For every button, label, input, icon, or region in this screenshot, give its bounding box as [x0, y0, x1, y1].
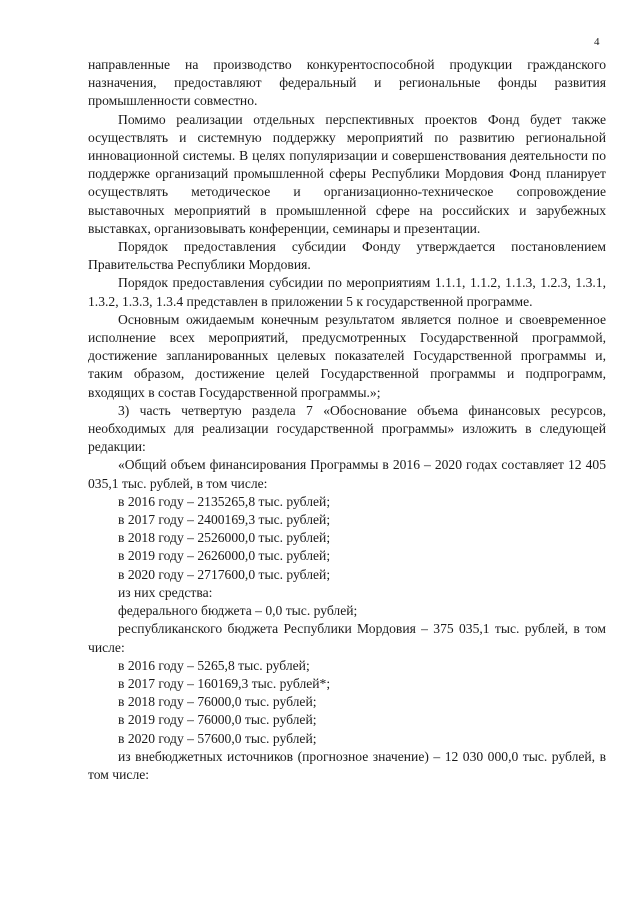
paragraph-expected-result: Основным ожидаемым конечным результатом является полное и своевременное исполнение всех мероприятий, предусмотренных Государственной программой, достижение запланированных целевых показателей Государственной программы и, таким образом, достижение целей Государственной программы и подпрограмм, входящих в состав Государственной программы.»; [88, 311, 606, 400]
paragraph-fund-support: Помимо реализации отдельных перспективных проектов Фонд будет также осуществлять и системную поддержку мероприятий по развитию региональной инновационной системы. В целях популяризации и совершенствования деятельности по поддержке организаций промышленной сферы Республики Мордовия Фонд планирует осуществлять методическое и организационно-техническое сопровождение выставочных мероприятий в промышленной сфере на российских и зарубежных выставках, организовывать конференции, семинары и презентации. [88, 111, 606, 236]
list-item: в 2016 году – 2135265,8 тыс. рублей; [118, 493, 331, 509]
list-item: в 2016 году – 5265,8 тыс. рублей; [118, 657, 310, 673]
list-item: в 2019 году – 2626000,0 тыс. рублей; [118, 548, 331, 564]
extra-budget-line: из внебюджетных источников (прогнозное значение) – 12 030 000,0 тыс. рублей, в том числе: [88, 748, 606, 782]
document-body [88, 56, 606, 784]
republic-budget-line: республиканского бюджета Республики Мордовия – 375 035,1 тыс. рублей, в том числе: [88, 621, 606, 655]
list-item: в 2020 году – 57600,0 тыс. рублей; [118, 730, 317, 746]
list-item: в 2018 году – 76000,0 тыс. рублей; [118, 694, 317, 710]
of-them-label: из них средства: [118, 584, 213, 600]
page-number: 4 [594, 36, 600, 48]
federal-budget-line: федерального бюджета – 0,0 тыс. рублей; [118, 603, 358, 619]
list-item: в 2018 году – 2526000,0 тыс. рублей; [118, 530, 331, 546]
paragraph-subsidy-order: Порядок предоставления субсидии Фонду утверждается постановлением Правительства Республики Мордовия. [88, 239, 606, 273]
paragraph-total-funding: «Общий объем финансирования Программы в 2016 – 2020 годах составляет 12 405 035,1 тыс. рублей, в том числе: [88, 457, 606, 491]
list-item: в 2017 году – 160169,3 тыс. рублей*; [118, 675, 331, 691]
list-item: в 2019 году – 76000,0 тыс. рублей; [118, 712, 317, 728]
list-item: в 2020 году – 2717600,0 тыс. рублей; [118, 566, 331, 582]
paragraph-continued: направленные на производство конкурентоспособной продукции гражданского назначения, предоставляют федеральный и региональные фонды развития промышленности совместно. [88, 57, 606, 109]
paragraph-subsidy-measures: Порядок предоставления субсидии по мероприятиям 1.1.1, 1.1.2, 1.1.3, 1.2.3, 1.3.1, 1.3.2, 1.3.3, 1.3.4 представлен в приложении 5 к государственной программе. [88, 275, 606, 309]
paragraph-amendment: 3) часть четвертую раздела 7 «Обоснование объема финансовых ресурсов, необходимых для реализации государственной программы» изложить в следующей редакции: [88, 402, 606, 455]
list-item: в 2017 году – 2400169,3 тыс. рублей; [118, 512, 331, 528]
